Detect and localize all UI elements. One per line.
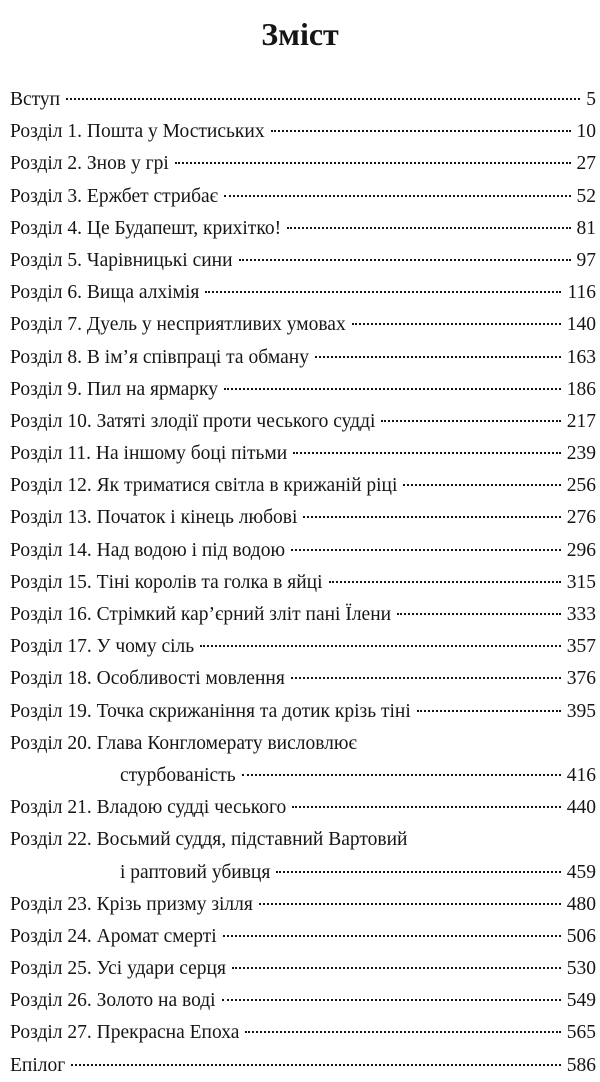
toc-entry-page: 276 [566,507,596,529]
toc-entry-label: Розділ 7. Дуель у несприятливих умовах [10,314,346,336]
toc-entry-page: 530 [566,958,596,980]
dot-leader [239,259,571,261]
toc-entry-label: Розділ 25. Усі удари серця [10,958,226,980]
toc-entry [10,824,596,856]
dot-leader [276,871,560,873]
toc-entry [10,277,596,309]
toc-entry-continuation-line [10,760,596,792]
toc-entry-label: Розділ 12. Як триматися світла в крижаній ріці [10,475,398,497]
dot-leader [417,710,561,712]
toc-entry-page: 506 [566,925,596,947]
toc-entry [10,567,596,599]
toc-entry-label: Розділ 13. Початок і кінець любові [10,507,298,529]
toc-entry [10,245,596,277]
dot-leader [315,356,561,358]
dot-leader [259,903,561,905]
dot-leader [271,130,571,132]
toc-entry [10,309,596,341]
dot-leader [291,549,561,551]
toc-entry-label: Розділ 21. Владою судді чеського [10,797,287,819]
toc-entry-label: Розділ 9. Пил на ярмарку [10,378,218,400]
dot-leader [205,291,561,293]
toc-entry-continuation: і раптовий убивця [120,861,271,883]
dot-leader [200,645,561,647]
dot-leader [175,162,571,164]
toc-entry [10,116,596,148]
dot-leader [224,195,570,197]
toc-entry-label: Розділ 2. Знов у грі [10,153,169,175]
dot-leader [287,227,570,229]
toc-entry-label: Розділ 15. Тіні королів та голка в яйці [10,571,323,593]
toc-entry-page: 480 [566,893,596,915]
toc-entry [10,1050,596,1082]
toc-entry-label: Розділ 18. Особливості мовлення [10,668,285,690]
toc-entry-label: Розділ 5. Чарівницькі сини [10,249,233,271]
toc-entry [10,889,596,921]
toc-entry [10,535,596,567]
toc-entry-page: 256 [566,475,596,497]
toc-entry-label: Розділ 14. Над водою і під водою [10,539,286,561]
toc-entry [10,181,596,213]
toc-entry-label: Розділ 10. Затяті злодії проти чеського судді [10,410,376,432]
dot-leader [329,581,561,583]
toc-entry-label: Розділ 23. Крізь призму зілля [10,893,253,915]
toc-entry-page: 27 [576,153,596,175]
toc-entry [10,599,596,631]
toc-entry-page: 416 [566,764,596,786]
dot-leader [224,388,561,390]
toc-entry-page: 97 [576,249,596,271]
toc-entry-page: 10 [576,121,596,143]
toc-entry-label: Епілог [10,1054,66,1076]
toc-entry-label: Розділ 8. В ім’я співпраці та обману [10,346,309,368]
toc-entry [10,148,596,180]
dot-leader [66,98,580,100]
toc-entry [10,953,596,985]
toc-entry-label: Розділ 22. Восьмий суддя, підставний Вартовий [10,829,408,851]
toc-entry-page: 186 [566,378,596,400]
dot-leader [397,613,561,615]
dot-leader [352,323,561,325]
toc-entry [10,406,596,438]
toc-entry-label: Розділ 17. У чому сіль [10,636,195,658]
toc-entry-label: Розділ 6. Вища алхімія [10,282,200,304]
dot-leader [291,677,561,679]
toc-entry-page: 376 [566,668,596,690]
dot-leader [245,1031,560,1033]
dot-leader [223,935,561,937]
toc-entry [10,374,596,406]
toc-entry [10,696,596,728]
dot-leader [381,420,560,422]
dot-leader [232,967,561,969]
toc-entry-label: Вступ [10,89,61,110]
toc-entry [10,342,596,374]
toc-entry-page: 315 [566,571,596,593]
toc-entry-label: Розділ 24. Аромат смерті [10,925,217,947]
toc-entry [10,1017,596,1049]
toc-entry [10,663,596,695]
toc-entry-page: 81 [576,217,596,239]
toc-entry-page: 163 [566,346,596,368]
toc-entry-page: 357 [566,636,596,658]
toc-entry [10,213,596,245]
toc-entry [10,470,596,502]
toc-entry-page: 440 [566,797,596,819]
toc-entry [10,792,596,824]
toc-entry-label: Розділ 11. На іншому боці пітьми [10,443,288,465]
toc-entry [10,728,596,760]
toc-entry-label: Розділ 26. Золото на воді [10,990,216,1012]
toc-entry-label: Розділ 3. Ержбет стрибає [10,185,219,207]
toc-entry-page: 140 [566,314,596,336]
toc-entry-page: 296 [566,539,596,561]
toc-entry-label: Розділ 20. Глава Конгломерату висловлює [10,732,357,754]
toc-entry-page: 5 [586,89,596,110]
toc-entry-page: 217 [566,410,596,432]
toc-entry-label: Розділ 19. Точка скрижаніння та дотик крізь тіні [10,700,411,722]
toc-list [10,84,596,1082]
toc-entry-continuation-line [10,857,596,889]
toc-entry-page: 549 [566,990,596,1012]
toc-entry-label: Розділ 1. Пошта у Мостиських [10,121,265,143]
dot-leader [242,774,561,776]
toc-entry-page: 395 [566,700,596,722]
toc-entry-page: 586 [566,1054,596,1076]
toc-entry-page: 565 [566,1022,596,1044]
toc-entry-page: 52 [576,185,596,207]
toc-entry [10,985,596,1017]
toc-entry-label: Розділ 27. Прекрасна Епоха [10,1022,240,1044]
toc-entry-page: 333 [566,604,596,625]
dot-leader [293,452,561,454]
dot-leader [71,1064,561,1066]
dot-leader [292,806,561,808]
toc-entry-label: Розділ 16. Стрімкий кар’єрний зліт пані Їлени [10,604,392,625]
dot-leader [303,516,560,518]
toc-entry [10,438,596,470]
toc-entry [10,631,596,663]
toc-entry [10,921,596,953]
toc-entry [10,502,596,534]
toc-entry-label: Розділ 4. Це Будапешт, крихітко! [10,217,282,239]
toc-entry-page: 459 [566,861,596,883]
toc-entry-page: 116 [567,282,596,304]
toc-entry [10,84,596,116]
page-title: Зміст [261,16,339,52]
dot-leader [222,999,561,1001]
toc-entry-continuation: стурбованість [120,764,236,786]
dot-leader [403,484,560,486]
toc-entry-page: 239 [566,443,596,465]
